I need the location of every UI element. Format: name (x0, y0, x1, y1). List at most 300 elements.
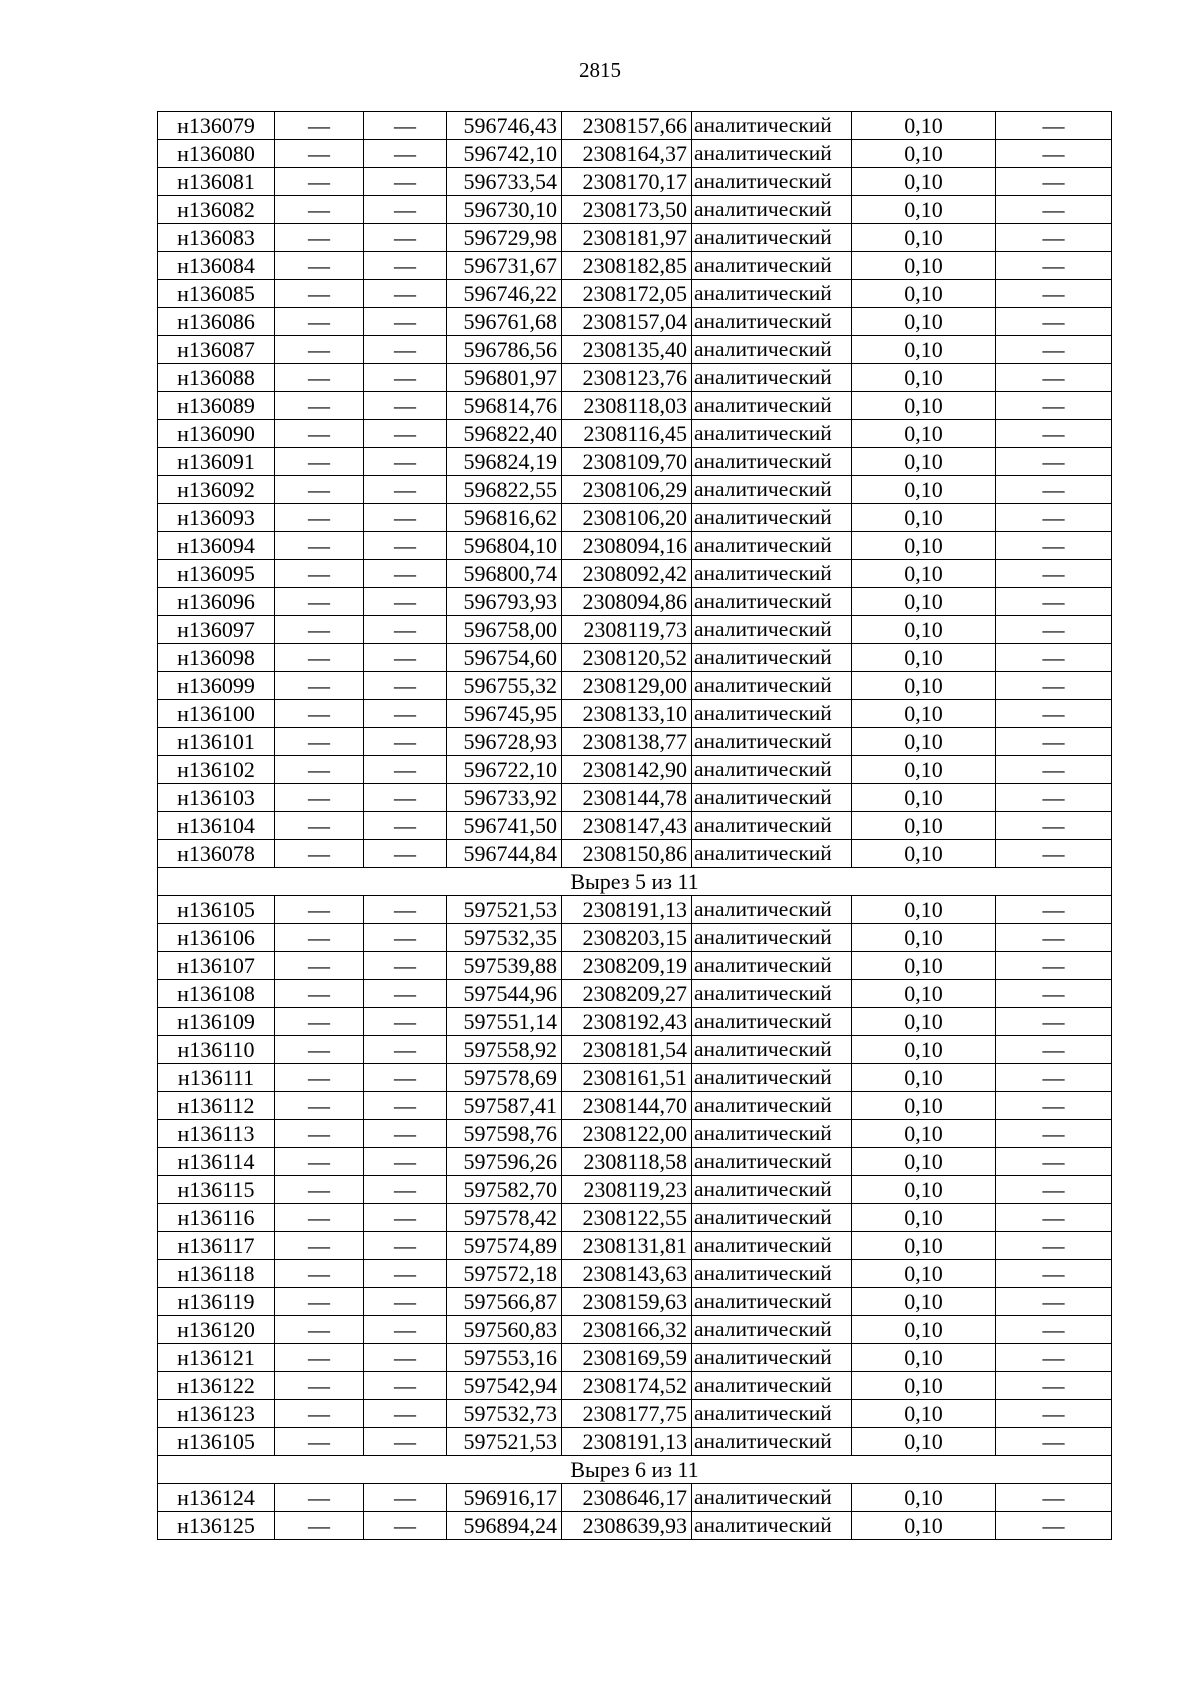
table-row (158, 700, 1112, 728)
empty-dash-cell: — (364, 644, 447, 672)
empty-dash-cell: — (996, 1400, 1112, 1428)
coordinate-x-cell: 597578,69 (447, 1064, 562, 1092)
method-cell: аналитический (692, 112, 852, 140)
coordinate-y-cell: 2308182,85 (562, 252, 692, 280)
point-name-cell: н136088 (158, 364, 275, 392)
section-row (158, 1456, 1112, 1484)
point-name-cell: н136102 (158, 756, 275, 784)
method-cell: аналитический (692, 1316, 852, 1344)
empty-dash-cell: — (275, 1120, 364, 1148)
accuracy-cell: 0,10 (852, 392, 996, 420)
empty-dash-cell: — (275, 616, 364, 644)
table-row (158, 588, 1112, 616)
empty-dash-cell: — (364, 392, 447, 420)
point-name-cell: н136096 (158, 588, 275, 616)
method-cell: аналитический (692, 392, 852, 420)
table-row (158, 476, 1112, 504)
method-cell: аналитический (692, 1148, 852, 1176)
point-name-cell: н136085 (158, 280, 275, 308)
accuracy-cell: 0,10 (852, 112, 996, 140)
table-row (158, 1120, 1112, 1148)
empty-dash-cell: — (275, 308, 364, 336)
coordinate-y-cell: 2308170,17 (562, 168, 692, 196)
method-cell: аналитический (692, 952, 852, 980)
empty-dash-cell: — (364, 252, 447, 280)
table-row (158, 308, 1112, 336)
point-name-cell: н136117 (158, 1232, 275, 1260)
point-name-cell: н136111 (158, 1064, 275, 1092)
empty-dash-cell: — (275, 1428, 364, 1456)
point-name-cell: н136124 (158, 1484, 275, 1512)
table-row (158, 784, 1112, 812)
empty-dash-cell: — (996, 112, 1112, 140)
method-cell: аналитический (692, 420, 852, 448)
coordinate-y-cell: 2308094,86 (562, 588, 692, 616)
empty-dash-cell: — (275, 252, 364, 280)
empty-dash-cell: — (996, 1288, 1112, 1316)
empty-dash-cell: — (996, 1344, 1112, 1372)
accuracy-cell: 0,10 (852, 140, 996, 168)
empty-dash-cell: — (996, 980, 1112, 1008)
empty-dash-cell: — (364, 1036, 447, 1064)
empty-dash-cell: — (364, 504, 447, 532)
table-row (158, 252, 1112, 280)
coordinate-x-cell: 597551,14 (447, 1008, 562, 1036)
method-cell: аналитический (692, 728, 852, 756)
empty-dash-cell: — (996, 196, 1112, 224)
coordinate-x-cell: 596755,32 (447, 672, 562, 700)
empty-dash-cell: — (364, 448, 447, 476)
empty-dash-cell: — (275, 840, 364, 868)
point-name-cell: н136101 (158, 728, 275, 756)
empty-dash-cell: — (364, 952, 447, 980)
point-name-cell: н136087 (158, 336, 275, 364)
section-row (158, 868, 1112, 896)
empty-dash-cell: — (364, 1260, 447, 1288)
empty-dash-cell: — (364, 1316, 447, 1344)
coordinate-x-cell: 596804,10 (447, 532, 562, 560)
accuracy-cell: 0,10 (852, 364, 996, 392)
table-row (158, 448, 1112, 476)
table-row (158, 196, 1112, 224)
table-row (158, 140, 1112, 168)
empty-dash-cell: — (996, 672, 1112, 700)
method-cell: аналитический (692, 924, 852, 952)
table-row (158, 224, 1112, 252)
table-row (158, 980, 1112, 1008)
accuracy-cell: 0,10 (852, 1316, 996, 1344)
point-name-cell: н136098 (158, 644, 275, 672)
point-name-cell: н136080 (158, 140, 275, 168)
table-row (158, 168, 1112, 196)
empty-dash-cell: — (364, 224, 447, 252)
empty-dash-cell: — (275, 476, 364, 504)
table-row (158, 1092, 1112, 1120)
empty-dash-cell: — (996, 700, 1112, 728)
coordinate-x-cell: 596758,00 (447, 616, 562, 644)
coordinate-x-cell: 597553,16 (447, 1344, 562, 1372)
method-cell: аналитический (692, 196, 852, 224)
empty-dash-cell: — (275, 812, 364, 840)
point-name-cell: н136108 (158, 980, 275, 1008)
empty-dash-cell: — (996, 1204, 1112, 1232)
empty-dash-cell: — (996, 840, 1112, 868)
empty-dash-cell: — (996, 1092, 1112, 1120)
method-cell: аналитический (692, 1232, 852, 1260)
empty-dash-cell: — (275, 1400, 364, 1428)
point-name-cell: н136097 (158, 616, 275, 644)
empty-dash-cell: — (275, 1008, 364, 1036)
coordinate-x-cell: 597558,92 (447, 1036, 562, 1064)
accuracy-cell: 0,10 (852, 644, 996, 672)
empty-dash-cell: — (996, 448, 1112, 476)
empty-dash-cell: — (364, 1148, 447, 1176)
coordinate-y-cell: 2308172,05 (562, 280, 692, 308)
coordinate-x-cell: 596824,19 (447, 448, 562, 476)
accuracy-cell: 0,10 (852, 1036, 996, 1064)
method-cell: аналитический (692, 756, 852, 784)
empty-dash-cell: — (275, 1512, 364, 1540)
method-cell: аналитический (692, 1064, 852, 1092)
method-cell: аналитический (692, 1372, 852, 1400)
point-name-cell: н136083 (158, 224, 275, 252)
table-row (158, 532, 1112, 560)
method-cell: аналитический (692, 532, 852, 560)
table-row (158, 336, 1112, 364)
accuracy-cell: 0,10 (852, 280, 996, 308)
empty-dash-cell: — (996, 728, 1112, 756)
method-cell: аналитический (692, 1288, 852, 1316)
point-name-cell: н136091 (158, 448, 275, 476)
empty-dash-cell: — (996, 336, 1112, 364)
empty-dash-cell: — (996, 1512, 1112, 1540)
accuracy-cell: 0,10 (852, 812, 996, 840)
empty-dash-cell: — (364, 1344, 447, 1372)
table-row (158, 1400, 1112, 1428)
empty-dash-cell: — (364, 196, 447, 224)
coordinate-x-cell: 596894,24 (447, 1512, 562, 1540)
coordinates-table (157, 111, 1112, 1540)
coordinate-x-cell: 596816,62 (447, 504, 562, 532)
empty-dash-cell: — (364, 812, 447, 840)
table-row (158, 1484, 1112, 1512)
empty-dash-cell: — (364, 1484, 447, 1512)
coordinate-x-cell: 596822,40 (447, 420, 562, 448)
empty-dash-cell: — (996, 1064, 1112, 1092)
accuracy-cell: 0,10 (852, 616, 996, 644)
point-name-cell: н136118 (158, 1260, 275, 1288)
empty-dash-cell: — (364, 840, 447, 868)
empty-dash-cell: — (364, 896, 447, 924)
coordinate-y-cell: 2308119,23 (562, 1176, 692, 1204)
coordinate-x-cell: 596800,74 (447, 560, 562, 588)
coordinate-x-cell: 596741,50 (447, 812, 562, 840)
point-name-cell: н136093 (158, 504, 275, 532)
coordinate-x-cell: 597560,83 (447, 1316, 562, 1344)
empty-dash-cell: — (996, 924, 1112, 952)
accuracy-cell: 0,10 (852, 532, 996, 560)
coordinate-y-cell: 2308122,55 (562, 1204, 692, 1232)
accuracy-cell: 0,10 (852, 1428, 996, 1456)
point-name-cell: н136089 (158, 392, 275, 420)
empty-dash-cell: — (996, 140, 1112, 168)
point-name-cell: н136105 (158, 1428, 275, 1456)
empty-dash-cell: — (996, 1120, 1112, 1148)
method-cell: аналитический (692, 308, 852, 336)
table-row (158, 644, 1112, 672)
empty-dash-cell: — (275, 448, 364, 476)
table-row (158, 616, 1112, 644)
empty-dash-cell: — (364, 560, 447, 588)
empty-dash-cell: — (275, 924, 364, 952)
empty-dash-cell: — (364, 1120, 447, 1148)
point-name-cell: н136119 (158, 1288, 275, 1316)
table-row (158, 420, 1112, 448)
accuracy-cell: 0,10 (852, 1092, 996, 1120)
coordinate-x-cell: 596822,55 (447, 476, 562, 504)
coordinate-y-cell: 2308144,70 (562, 1092, 692, 1120)
coordinate-y-cell: 2308106,29 (562, 476, 692, 504)
empty-dash-cell: — (364, 1288, 447, 1316)
empty-dash-cell: — (275, 1316, 364, 1344)
coordinate-x-cell: 597542,94 (447, 1372, 562, 1400)
empty-dash-cell: — (996, 1148, 1112, 1176)
empty-dash-cell: — (275, 364, 364, 392)
accuracy-cell: 0,10 (852, 1372, 996, 1400)
empty-dash-cell: — (275, 1036, 364, 1064)
coordinate-x-cell: 596745,95 (447, 700, 562, 728)
empty-dash-cell: — (275, 504, 364, 532)
empty-dash-cell: — (364, 1512, 447, 1540)
coordinate-x-cell: 596731,67 (447, 252, 562, 280)
coordinate-x-cell: 596786,56 (447, 336, 562, 364)
empty-dash-cell: — (996, 1428, 1112, 1456)
coordinate-y-cell: 2308147,43 (562, 812, 692, 840)
table-row (158, 1204, 1112, 1232)
empty-dash-cell: — (275, 168, 364, 196)
empty-dash-cell: — (364, 924, 447, 952)
coordinate-x-cell: 597532,73 (447, 1400, 562, 1428)
coordinate-y-cell: 2308150,86 (562, 840, 692, 868)
table-row (158, 504, 1112, 532)
empty-dash-cell: — (364, 1064, 447, 1092)
coordinate-y-cell: 2308106,20 (562, 504, 692, 532)
point-name-cell: н136082 (158, 196, 275, 224)
point-name-cell: н136116 (158, 1204, 275, 1232)
coordinate-x-cell: 596733,54 (447, 168, 562, 196)
accuracy-cell: 0,10 (852, 1512, 996, 1540)
table-row (158, 728, 1112, 756)
coordinate-x-cell: 596730,10 (447, 196, 562, 224)
empty-dash-cell: — (996, 1036, 1112, 1064)
method-cell: аналитический (692, 168, 852, 196)
point-name-cell: н136079 (158, 112, 275, 140)
accuracy-cell: 0,10 (852, 1288, 996, 1316)
empty-dash-cell: — (364, 112, 447, 140)
point-name-cell: н136090 (158, 420, 275, 448)
empty-dash-cell: — (996, 364, 1112, 392)
point-name-cell: н136109 (158, 1008, 275, 1036)
coordinate-y-cell: 2308120,52 (562, 644, 692, 672)
coordinate-y-cell: 2308161,51 (562, 1064, 692, 1092)
point-name-cell: н136114 (158, 1148, 275, 1176)
table-row (158, 364, 1112, 392)
empty-dash-cell: — (996, 1484, 1112, 1512)
accuracy-cell: 0,10 (852, 1484, 996, 1512)
empty-dash-cell: — (996, 952, 1112, 980)
coordinate-y-cell: 2308174,52 (562, 1372, 692, 1400)
method-cell: аналитический (692, 784, 852, 812)
empty-dash-cell: — (364, 1176, 447, 1204)
coordinate-x-cell: 596729,98 (447, 224, 562, 252)
accuracy-cell: 0,10 (852, 728, 996, 756)
empty-dash-cell: — (275, 140, 364, 168)
accuracy-cell: 0,10 (852, 588, 996, 616)
coordinate-x-cell: 596754,60 (447, 644, 562, 672)
point-name-cell: н136081 (158, 168, 275, 196)
coordinate-y-cell: 2308639,93 (562, 1512, 692, 1540)
empty-dash-cell: — (275, 1204, 364, 1232)
method-cell: аналитический (692, 896, 852, 924)
coordinate-x-cell: 596746,43 (447, 112, 562, 140)
accuracy-cell: 0,10 (852, 1008, 996, 1036)
accuracy-cell: 0,10 (852, 308, 996, 336)
coordinate-x-cell: 596793,93 (447, 588, 562, 616)
method-cell: аналитический (692, 840, 852, 868)
empty-dash-cell: — (275, 588, 364, 616)
coordinate-y-cell: 2308131,81 (562, 1232, 692, 1260)
accuracy-cell: 0,10 (852, 756, 996, 784)
empty-dash-cell: — (275, 784, 364, 812)
empty-dash-cell: — (996, 224, 1112, 252)
accuracy-cell: 0,10 (852, 980, 996, 1008)
empty-dash-cell: — (996, 504, 1112, 532)
table-row (158, 560, 1112, 588)
point-name-cell: н136120 (158, 1316, 275, 1344)
empty-dash-cell: — (996, 616, 1112, 644)
table-body (158, 112, 1112, 1540)
empty-dash-cell: — (364, 308, 447, 336)
coordinate-y-cell: 2308181,54 (562, 1036, 692, 1064)
accuracy-cell: 0,10 (852, 1260, 996, 1288)
point-name-cell: н136094 (158, 532, 275, 560)
empty-dash-cell: — (996, 252, 1112, 280)
table-row (158, 756, 1112, 784)
empty-dash-cell: — (364, 1428, 447, 1456)
table-row (158, 1036, 1112, 1064)
method-cell: аналитический (692, 1400, 852, 1428)
accuracy-cell: 0,10 (852, 840, 996, 868)
empty-dash-cell: — (996, 1316, 1112, 1344)
coordinate-x-cell: 596814,76 (447, 392, 562, 420)
table-row (158, 924, 1112, 952)
empty-dash-cell: — (275, 1092, 364, 1120)
accuracy-cell: 0,10 (852, 448, 996, 476)
coordinate-y-cell: 2308143,63 (562, 1260, 692, 1288)
empty-dash-cell: — (364, 756, 447, 784)
empty-dash-cell: — (364, 980, 447, 1008)
empty-dash-cell: — (364, 532, 447, 560)
coordinate-y-cell: 2308209,19 (562, 952, 692, 980)
point-name-cell: н136100 (158, 700, 275, 728)
empty-dash-cell: — (364, 700, 447, 728)
method-cell: аналитический (692, 588, 852, 616)
empty-dash-cell: — (275, 1260, 364, 1288)
empty-dash-cell: — (364, 420, 447, 448)
empty-dash-cell: — (275, 980, 364, 1008)
coordinate-x-cell: 596728,93 (447, 728, 562, 756)
method-cell: аналитический (692, 560, 852, 588)
empty-dash-cell: — (996, 812, 1112, 840)
empty-dash-cell: — (275, 756, 364, 784)
accuracy-cell: 0,10 (852, 1204, 996, 1232)
point-name-cell: н136084 (158, 252, 275, 280)
empty-dash-cell: — (996, 644, 1112, 672)
method-cell: аналитический (692, 672, 852, 700)
coordinate-y-cell: 2308181,97 (562, 224, 692, 252)
table-row (158, 1260, 1112, 1288)
coordinate-x-cell: 597544,96 (447, 980, 562, 1008)
accuracy-cell: 0,10 (852, 1176, 996, 1204)
point-name-cell: н136106 (158, 924, 275, 952)
empty-dash-cell: — (996, 784, 1112, 812)
coordinate-x-cell: 596744,84 (447, 840, 562, 868)
point-name-cell: н136105 (158, 896, 275, 924)
empty-dash-cell: — (364, 1008, 447, 1036)
method-cell: аналитический (692, 364, 852, 392)
table-row (158, 1288, 1112, 1316)
accuracy-cell: 0,10 (852, 560, 996, 588)
coordinate-x-cell: 597578,42 (447, 1204, 562, 1232)
table-row (158, 1148, 1112, 1176)
coordinate-y-cell: 2308119,73 (562, 616, 692, 644)
empty-dash-cell: — (996, 392, 1112, 420)
empty-dash-cell: — (996, 532, 1112, 560)
empty-dash-cell: — (364, 728, 447, 756)
table-row (158, 280, 1112, 308)
table-row (158, 1372, 1112, 1400)
table-row (158, 1232, 1112, 1260)
method-cell: аналитический (692, 616, 852, 644)
empty-dash-cell: — (275, 644, 364, 672)
table-row (158, 1428, 1112, 1456)
empty-dash-cell: — (364, 1204, 447, 1232)
empty-dash-cell: — (364, 784, 447, 812)
coordinate-y-cell: 2308133,10 (562, 700, 692, 728)
coordinate-y-cell: 2308164,37 (562, 140, 692, 168)
method-cell: аналитический (692, 1176, 852, 1204)
coordinate-x-cell: 596742,10 (447, 140, 562, 168)
table-row (158, 1064, 1112, 1092)
point-name-cell: н136113 (158, 1120, 275, 1148)
coordinate-y-cell: 2308191,13 (562, 896, 692, 924)
method-cell: аналитический (692, 448, 852, 476)
accuracy-cell: 0,10 (852, 1120, 996, 1148)
coordinate-y-cell: 2308122,00 (562, 1120, 692, 1148)
empty-dash-cell: — (996, 896, 1112, 924)
coordinate-x-cell: 597521,53 (447, 1428, 562, 1456)
point-name-cell: н136121 (158, 1344, 275, 1372)
table-row (158, 840, 1112, 868)
method-cell: аналитический (692, 1036, 852, 1064)
accuracy-cell: 0,10 (852, 700, 996, 728)
table-row (158, 1176, 1112, 1204)
coordinate-x-cell: 597582,70 (447, 1176, 562, 1204)
coordinate-y-cell: 2308123,76 (562, 364, 692, 392)
section-title: Вырез 5 из 11 (158, 868, 1112, 896)
empty-dash-cell: — (996, 1372, 1112, 1400)
empty-dash-cell: — (275, 280, 364, 308)
